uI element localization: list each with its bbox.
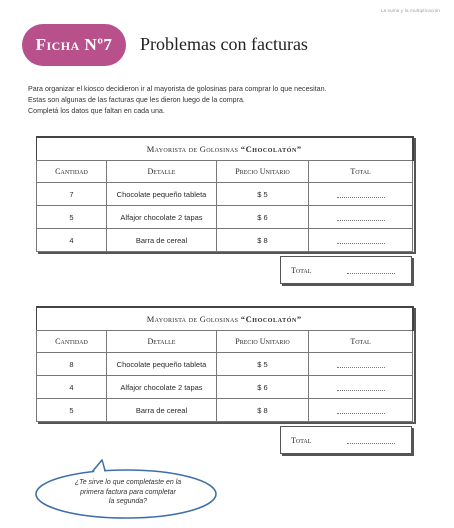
intro-text (28, 84, 428, 117)
intro-line: Estas son algunas de las facturas que les dieron luego de la compra. (28, 96, 245, 104)
total-cell[interactable] (309, 376, 413, 399)
total-cell[interactable] (309, 183, 413, 206)
total-label: Total (291, 265, 312, 275)
invoice-total-box[interactable] (280, 426, 412, 454)
blank-line (337, 214, 385, 221)
detail-cell: Chocolate pequeño tableta (107, 183, 217, 206)
invoice-title: Mayorista de Golosinas “Chocolatón” (37, 307, 413, 331)
invoice-table (36, 306, 414, 422)
table-row (37, 399, 413, 422)
quantity-cell: 4 (37, 229, 107, 252)
blank-line (337, 191, 385, 198)
column-header: Precio Unitario (217, 161, 309, 183)
quantity-cell: 5 (37, 399, 107, 422)
quantity-cell: 4 (37, 376, 107, 399)
total-cell[interactable] (309, 206, 413, 229)
table-row (37, 183, 413, 206)
price-cell: $ 5 (217, 183, 309, 206)
blank-line (337, 361, 385, 368)
table-row (37, 206, 413, 229)
bubble-line: ¿Te sirve lo que completaste en la (74, 479, 182, 486)
total-label: Total (291, 435, 312, 445)
ficha-badge (22, 24, 126, 66)
intro-line: Para organizar el kiosco decidieron ir al mayorista de golosinas para comprar lo que necesitan. (28, 85, 327, 93)
invoice-2 (36, 306, 412, 456)
detail-cell: Alfajor chocolate 2 tapas (107, 376, 217, 399)
price-cell: $ 8 (217, 399, 309, 422)
detail-cell: Barra de cereal (107, 399, 217, 422)
blank-line (347, 267, 395, 274)
table-row (37, 376, 413, 399)
total-cell[interactable] (309, 399, 413, 422)
question-bubble (32, 458, 220, 518)
table-row (37, 353, 413, 376)
bubble-line: la segunda? (108, 498, 148, 505)
invoice-1 (36, 136, 412, 286)
price-cell: $ 6 (217, 206, 309, 229)
column-header: Detalle (107, 161, 217, 183)
price-cell: $ 5 (217, 353, 309, 376)
column-header: Precio Unitario (217, 331, 309, 353)
column-header: Detalle (107, 331, 217, 353)
invoice-title: Mayorista de Golosinas “Chocolatón” (37, 137, 413, 161)
column-header: Total (309, 331, 413, 353)
invoice-total-box[interactable] (280, 256, 412, 284)
ficha-number: Nº7 (84, 35, 113, 54)
price-cell: $ 8 (217, 229, 309, 252)
table-row (37, 229, 413, 252)
intro-line: Completá los datos que faltan en cada una. (28, 107, 165, 115)
bubble-line: primera factura para completar (80, 488, 176, 496)
detail-cell: Barra de cereal (107, 229, 217, 252)
column-header: Cantidad (37, 161, 107, 183)
quantity-cell: 5 (37, 206, 107, 229)
total-cell[interactable] (309, 353, 413, 376)
blank-line (337, 237, 385, 244)
ficha-label: Ficha (35, 35, 80, 54)
price-cell: $ 6 (217, 376, 309, 399)
blank-line (347, 437, 395, 444)
bubble-text (48, 478, 208, 507)
column-header: Cantidad (37, 331, 107, 353)
column-header: Total (309, 161, 413, 183)
total-cell[interactable] (309, 229, 413, 252)
detail-cell: Alfajor chocolate 2 tapas (107, 206, 217, 229)
blank-line (337, 384, 385, 391)
invoice-table (36, 136, 414, 252)
blank-line (337, 407, 385, 414)
quantity-cell: 8 (37, 353, 107, 376)
quantity-cell: 7 (37, 183, 107, 206)
header-tag: La suma y la multiplicación (380, 8, 440, 13)
detail-cell: Chocolate pequeño tableta (107, 353, 217, 376)
page-title: Problemas con facturas (140, 34, 308, 54)
